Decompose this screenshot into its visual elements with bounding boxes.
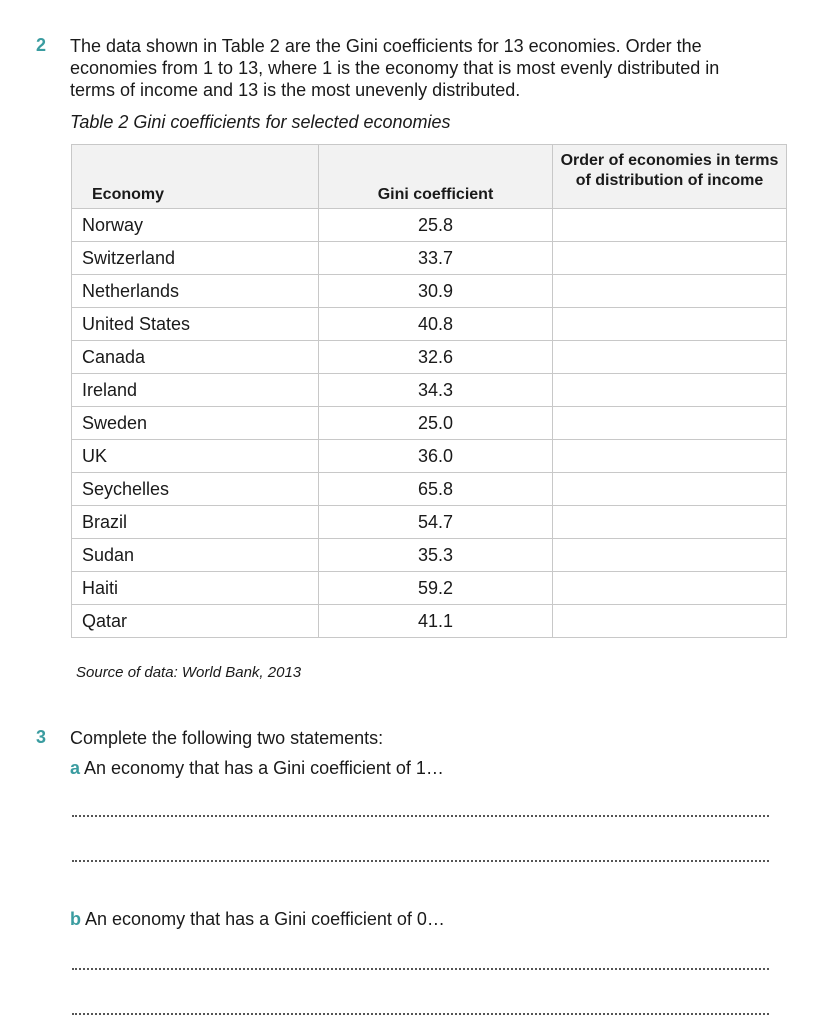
gini-cell: 30.9 [319, 275, 553, 308]
economy-cell: Sudan [72, 539, 319, 572]
economy-cell: Ireland [72, 374, 319, 407]
gini-table [71, 144, 787, 638]
table-body [72, 209, 787, 638]
gini-cell: 33.7 [319, 242, 553, 275]
order-answer-cell[interactable] [553, 605, 787, 638]
question-3-prompt: Complete the following two statements: [70, 728, 384, 748]
answer-line-a-1[interactable] [72, 815, 769, 817]
table-row [72, 242, 787, 275]
gini-cell: 32.6 [319, 341, 553, 374]
gini-cell: 25.0 [319, 407, 553, 440]
table-row [72, 539, 787, 572]
table-row [72, 605, 787, 638]
gini-cell: 54.7 [319, 506, 553, 539]
table-row [72, 506, 787, 539]
header-order: Order of economies in terms of distribution of income [553, 145, 787, 209]
economy-cell: Haiti [72, 572, 319, 605]
part-a-statement [70, 757, 444, 779]
question-2-number: 2 [36, 35, 47, 55]
economy-cell: Brazil [72, 506, 319, 539]
gini-cell: 25.8 [319, 209, 553, 242]
answer-line-a-2[interactable] [72, 860, 769, 862]
gini-cell: 41.1 [319, 605, 553, 638]
part-b-statement [70, 908, 445, 930]
table-caption: Table 2 Gini coefficients for selected economies [70, 112, 451, 132]
order-answer-cell[interactable] [553, 341, 787, 374]
header-economy: Economy [72, 145, 319, 209]
question-2-text [70, 35, 719, 101]
answer-line-b-2[interactable] [72, 1013, 769, 1015]
table-header-row [72, 145, 787, 209]
table-row [72, 473, 787, 506]
economy-cell: Norway [72, 209, 319, 242]
order-answer-cell[interactable] [553, 209, 787, 242]
part-a-text: An economy that has a Gini coefficient of 1… [84, 758, 444, 778]
economy-cell: United States [72, 308, 319, 341]
table-row [72, 440, 787, 473]
order-answer-cell[interactable] [553, 374, 787, 407]
economy-cell: Sweden [72, 407, 319, 440]
question-2-line-2: economies from 1 to 13, where 1 is the economy that is most evenly distributed in [70, 58, 720, 78]
economy-cell: Qatar [72, 605, 319, 638]
header-gini-coefficient: Gini coefficient [319, 145, 553, 209]
order-answer-cell[interactable] [553, 407, 787, 440]
question-2-line-3: terms of income and 13 is the most unevenly distributed. [70, 80, 521, 100]
source-note: Source of data: World Bank, 2013 [76, 664, 302, 681]
table-row [72, 374, 787, 407]
table-row [72, 341, 787, 374]
gini-cell: 36.0 [319, 440, 553, 473]
table-row [72, 209, 787, 242]
gini-cell: 65.8 [319, 473, 553, 506]
gini-cell: 59.2 [319, 572, 553, 605]
economy-cell: Seychelles [72, 473, 319, 506]
order-answer-cell[interactable] [553, 473, 787, 506]
table-row [72, 275, 787, 308]
gini-cell: 35.3 [319, 539, 553, 572]
order-answer-cell[interactable] [553, 506, 787, 539]
order-answer-cell[interactable] [553, 275, 787, 308]
economy-cell: Switzerland [72, 242, 319, 275]
economy-cell: Canada [72, 341, 319, 374]
order-answer-cell[interactable] [553, 242, 787, 275]
order-answer-cell[interactable] [553, 572, 787, 605]
economy-cell: UK [72, 440, 319, 473]
order-answer-cell[interactable] [553, 539, 787, 572]
question-3-number: 3 [36, 727, 47, 747]
economy-cell: Netherlands [72, 275, 319, 308]
part-b-label: b [70, 909, 81, 929]
order-answer-cell[interactable] [553, 440, 787, 473]
question-2-line-1: The data shown in Table 2 are the Gini coefficients for 13 economies. Order the [70, 36, 702, 56]
gini-cell: 40.8 [319, 308, 553, 341]
part-b-text: An economy that has a Gini coefficient of 0… [85, 909, 445, 929]
table-row [72, 308, 787, 341]
part-a-label: a [70, 758, 81, 778]
table-row [72, 572, 787, 605]
order-answer-cell[interactable] [553, 308, 787, 341]
answer-line-b-1[interactable] [72, 968, 769, 970]
table-row [72, 407, 787, 440]
gini-cell: 34.3 [319, 374, 553, 407]
